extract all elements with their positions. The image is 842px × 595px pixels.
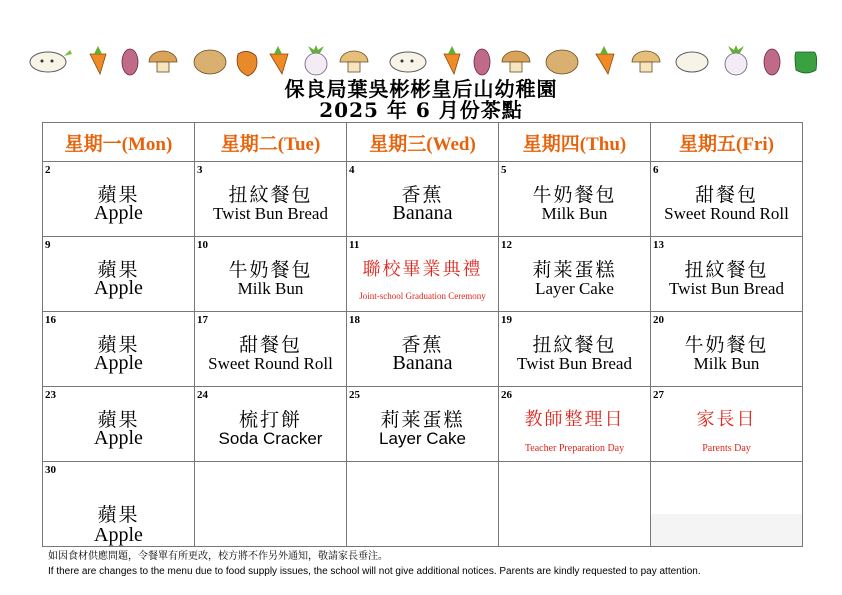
event-en: Teacher Preparation Day bbox=[524, 443, 625, 454]
day-cell bbox=[347, 387, 499, 462]
event-en: Joint-school Graduation Ceremony bbox=[359, 291, 486, 301]
day-cell bbox=[499, 387, 651, 462]
snack-en: Milk Bun bbox=[693, 354, 760, 373]
date-number: 25 bbox=[349, 389, 360, 401]
potato-icon bbox=[546, 50, 578, 74]
mushroom-icon bbox=[149, 51, 177, 72]
snack-en: Twist Bun Bread bbox=[213, 204, 328, 223]
empty-cell bbox=[195, 462, 347, 547]
header-monday: 星期一(Mon) bbox=[43, 123, 195, 162]
snack-zh: 蘋果 bbox=[97, 334, 140, 356]
day-cell bbox=[43, 162, 195, 237]
date-number: 6 bbox=[653, 164, 659, 176]
day-cell bbox=[43, 237, 195, 312]
snack-zh: 梳打餅 bbox=[238, 409, 302, 431]
date-number: 5 bbox=[501, 164, 507, 176]
vegetable-decoration-strip bbox=[24, 44, 824, 78]
snack-en: Banana bbox=[392, 352, 453, 374]
school-title: 保良局葉吳彬彬皇后山幼稚園 bbox=[284, 77, 558, 101]
date-number: 27 bbox=[653, 389, 664, 401]
snack-en: Sweet Round Roll bbox=[664, 204, 789, 223]
day-cell bbox=[651, 312, 803, 387]
onion-icon bbox=[390, 52, 426, 72]
day-cell bbox=[347, 162, 499, 237]
carrot-icon bbox=[270, 46, 288, 74]
day-cell bbox=[43, 387, 195, 462]
day-cell bbox=[195, 237, 347, 312]
date-number: 3 bbox=[197, 164, 203, 176]
week-row bbox=[43, 387, 803, 462]
day-cell bbox=[499, 312, 651, 387]
day-cell bbox=[651, 237, 803, 312]
event-zh: 聯校畢業典禮 bbox=[362, 259, 483, 280]
snack-zh: 蘋果 bbox=[97, 259, 140, 281]
carrot-icon bbox=[90, 46, 106, 74]
snack-zh: 香蕉 bbox=[401, 334, 444, 356]
snack-en: Soda Cracker bbox=[218, 429, 323, 448]
snack-zh: 莉莱蛋糕 bbox=[380, 409, 465, 431]
event-zh: 家長日 bbox=[696, 409, 757, 430]
mushroom-icon bbox=[340, 51, 368, 72]
notice-en: If there are changes to the menu due to food supply issues, the school will not give additional notices. Parents are kindly requested to pay attention. bbox=[48, 566, 701, 577]
snack-zh: 蘋果 bbox=[97, 504, 140, 526]
snack-en: Layer Cake bbox=[379, 429, 466, 448]
date-number: 20 bbox=[653, 314, 664, 326]
date-number: 13 bbox=[653, 239, 664, 251]
snack-en: Twist Bun Bread bbox=[669, 279, 784, 298]
date-number: 17 bbox=[197, 314, 208, 326]
day-cell bbox=[499, 237, 651, 312]
snack-zh: 扭紋餐包 bbox=[684, 259, 769, 281]
event-zh: 教師整理日 bbox=[524, 409, 625, 430]
date-number: 9 bbox=[45, 239, 51, 251]
sweet-potato-icon bbox=[764, 49, 780, 75]
week-row bbox=[43, 312, 803, 387]
snack-en: Banana bbox=[392, 202, 453, 224]
date-number: 19 bbox=[501, 314, 512, 326]
date-number: 12 bbox=[501, 239, 512, 251]
empty-cell bbox=[651, 462, 803, 547]
day-cell bbox=[43, 462, 195, 547]
snack-en: Sweet Round Roll bbox=[208, 354, 333, 373]
header-thursday: 星期四(Thu) bbox=[499, 123, 651, 162]
potato-icon bbox=[194, 50, 226, 74]
snack-en: Apple bbox=[94, 202, 143, 224]
snack-menu-table bbox=[42, 122, 803, 547]
snack-en: Milk Bun bbox=[237, 279, 304, 298]
empty-cell bbox=[347, 462, 499, 547]
day-cell bbox=[499, 162, 651, 237]
date-number: 4 bbox=[349, 164, 355, 176]
turnip-icon bbox=[725, 45, 747, 75]
weekday-header-row bbox=[43, 123, 803, 162]
pepper-icon bbox=[237, 51, 257, 76]
date-number: 23 bbox=[45, 389, 56, 401]
snack-zh: 莉莱蛋糕 bbox=[532, 259, 617, 281]
week-row bbox=[43, 162, 803, 237]
day-cell bbox=[43, 312, 195, 387]
snack-en: Apple bbox=[94, 352, 143, 374]
day-cell bbox=[195, 312, 347, 387]
snack-zh: 香蕉 bbox=[401, 184, 444, 206]
week-row bbox=[43, 237, 803, 312]
day-cell bbox=[347, 237, 499, 312]
snack-en: Apple bbox=[94, 524, 143, 546]
snack-zh: 甜餐包 bbox=[694, 184, 758, 206]
sweet-potato-icon bbox=[474, 49, 490, 75]
date-number: 30 bbox=[45, 464, 56, 476]
header-wednesday: 星期三(Wed) bbox=[347, 123, 499, 162]
snack-zh: 蘋果 bbox=[97, 409, 140, 431]
header-friday: 星期五(Fri) bbox=[651, 123, 803, 162]
date-number: 18 bbox=[349, 314, 360, 326]
day-cell bbox=[195, 162, 347, 237]
date-number: 26 bbox=[501, 389, 512, 401]
snack-zh: 蘋果 bbox=[97, 184, 140, 206]
snack-zh: 牛奶餐包 bbox=[684, 334, 769, 356]
onion-icon bbox=[30, 50, 72, 72]
turnip-icon bbox=[305, 45, 327, 75]
snack-en: Apple bbox=[94, 427, 143, 449]
date-number: 24 bbox=[197, 389, 208, 401]
day-cell bbox=[651, 162, 803, 237]
snack-zh: 牛奶餐包 bbox=[228, 259, 313, 281]
day-cell bbox=[195, 387, 347, 462]
notice-zh: 如因食材供應問題，令餐單有所更改，校方將不作另外通知，敬請家長垂注。 bbox=[48, 551, 388, 562]
snack-zh: 牛奶餐包 bbox=[532, 184, 617, 206]
carrot-icon bbox=[596, 46, 614, 74]
event-en: Parents Day bbox=[702, 443, 751, 454]
mushroom-icon bbox=[502, 51, 530, 72]
header-tuesday: 星期二(Tue) bbox=[195, 123, 347, 162]
day-cell bbox=[347, 312, 499, 387]
cell-shading bbox=[651, 514, 802, 546]
day-cell bbox=[651, 387, 803, 462]
date-number: 10 bbox=[197, 239, 208, 251]
snack-en: Apple bbox=[94, 277, 143, 299]
snack-en: Twist Bun Bread bbox=[517, 354, 632, 373]
empty-cell bbox=[499, 462, 651, 547]
mushroom-icon bbox=[632, 51, 660, 72]
snack-en: Layer Cake bbox=[535, 279, 614, 298]
week-row bbox=[43, 462, 803, 547]
pepper-icon bbox=[795, 52, 817, 73]
onion-icon bbox=[676, 52, 708, 72]
sweet-potato-icon bbox=[122, 49, 138, 75]
date-number: 16 bbox=[45, 314, 56, 326]
carrot-icon bbox=[444, 46, 460, 74]
snack-zh: 甜餐包 bbox=[238, 334, 302, 356]
date-number: 11 bbox=[349, 239, 360, 251]
snack-zh: 扭紋餐包 bbox=[228, 184, 313, 206]
snack-zh: 扭紋餐包 bbox=[532, 334, 617, 356]
snack-en: Milk Bun bbox=[541, 204, 608, 223]
menu-subtitle: 2025 年 6 月份茶點 bbox=[319, 98, 523, 122]
date-number: 2 bbox=[45, 164, 51, 176]
